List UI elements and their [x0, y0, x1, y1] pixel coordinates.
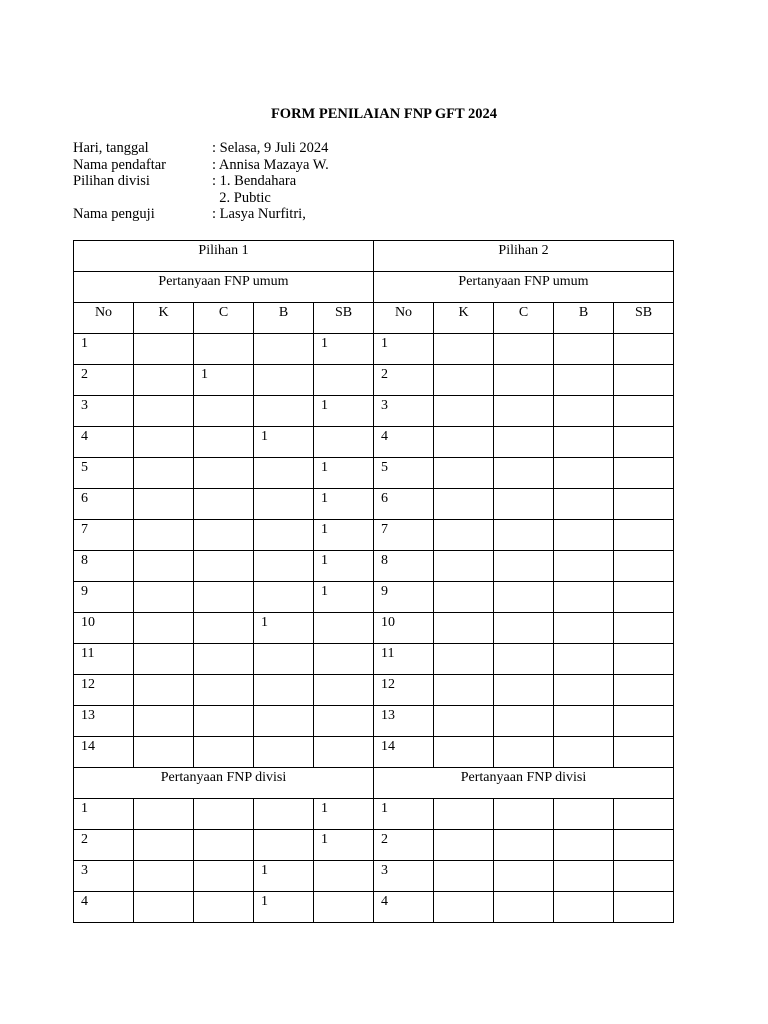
score-cell-c — [494, 892, 554, 923]
score-cell-k — [134, 706, 194, 737]
score-cell-k — [134, 892, 194, 923]
row-number: 5 — [374, 458, 434, 489]
score-cell-k — [434, 830, 494, 861]
score-cell-sb: 1 — [314, 489, 374, 520]
score-cell-sb — [614, 613, 674, 644]
score-cell-sb: 1 — [314, 458, 374, 489]
row-number: 12 — [374, 675, 434, 706]
score-cell-c — [494, 489, 554, 520]
score-cell-k — [434, 613, 494, 644]
score-cell-b — [554, 489, 614, 520]
info-row-examiner — [73, 206, 329, 223]
col-header-k: K — [134, 303, 194, 334]
score-cell-sb — [614, 582, 674, 613]
row-number: 9 — [374, 582, 434, 613]
column-header-row — [74, 303, 674, 334]
table-row — [74, 551, 674, 582]
table-row — [74, 520, 674, 551]
score-cell-c — [494, 799, 554, 830]
score-cell-sb: 1 — [314, 830, 374, 861]
row-number: 10 — [374, 613, 434, 644]
score-cell-k — [434, 644, 494, 675]
examiner-value: : Lasya Nurfitri, — [212, 206, 306, 222]
score-cell-k — [434, 427, 494, 458]
score-cell-sb — [314, 613, 374, 644]
score-cell-c — [194, 644, 254, 675]
row-number: 3 — [74, 861, 134, 892]
row-number: 1 — [74, 799, 134, 830]
row-number: 14 — [74, 737, 134, 768]
score-cell-k — [134, 489, 194, 520]
row-number: 1 — [374, 799, 434, 830]
score-cell-c — [194, 861, 254, 892]
row-number: 12 — [74, 675, 134, 706]
score-cell-b — [254, 706, 314, 737]
score-cell-b: 1 — [254, 427, 314, 458]
row-number: 4 — [74, 427, 134, 458]
score-cell-b — [254, 365, 314, 396]
score-cell-c — [194, 892, 254, 923]
score-cell-b — [254, 675, 314, 706]
score-cell-b — [554, 582, 614, 613]
score-cell-k — [134, 396, 194, 427]
score-cell-c — [494, 458, 554, 489]
score-cell-b — [554, 799, 614, 830]
score-cell-k — [134, 427, 194, 458]
score-cell-c — [494, 365, 554, 396]
info-row-division — [73, 173, 329, 190]
score-cell-k — [434, 861, 494, 892]
score-cell-sb — [614, 396, 674, 427]
table-row — [74, 644, 674, 675]
score-cell-sb — [314, 892, 374, 923]
score-cell-c — [194, 737, 254, 768]
row-number: 8 — [74, 551, 134, 582]
general-section-row — [74, 272, 674, 303]
table-row — [74, 427, 674, 458]
score-cell-c — [494, 737, 554, 768]
division-heading-1: Pertanyaan FNP divisi — [74, 768, 374, 799]
score-cell-k — [134, 613, 194, 644]
score-cell-b — [254, 582, 314, 613]
score-cell-k — [434, 520, 494, 551]
table-row — [74, 706, 674, 737]
score-cell-c — [494, 582, 554, 613]
score-cell-k — [134, 582, 194, 613]
score-cell-k — [434, 582, 494, 613]
row-number: 14 — [374, 737, 434, 768]
score-cell-c — [494, 613, 554, 644]
table-row — [74, 675, 674, 706]
score-cell-b — [554, 675, 614, 706]
score-cell-k — [434, 396, 494, 427]
score-cell-sb — [314, 706, 374, 737]
score-cell-sb — [314, 644, 374, 675]
score-cell-b — [554, 706, 614, 737]
col-header-b: B — [254, 303, 314, 334]
score-cell-c — [494, 520, 554, 551]
score-cell-k — [434, 737, 494, 768]
score-cell-c — [194, 489, 254, 520]
score-cell-c — [194, 706, 254, 737]
score-cell-b — [254, 458, 314, 489]
score-cell-c — [494, 396, 554, 427]
score-cell-c — [194, 458, 254, 489]
row-number: 1 — [74, 334, 134, 365]
assessment-table — [73, 240, 674, 923]
score-cell-c — [494, 830, 554, 861]
score-cell-k — [134, 520, 194, 551]
division-section-row — [74, 768, 674, 799]
examiner-label: Nama penguji — [73, 206, 155, 222]
info-row-division-2 — [73, 190, 329, 207]
choice-1-header: Pilihan 1 — [74, 241, 374, 272]
row-number: 5 — [74, 458, 134, 489]
info-row-name — [73, 157, 329, 174]
score-cell-k — [434, 799, 494, 830]
score-cell-k — [134, 799, 194, 830]
row-number: 2 — [74, 365, 134, 396]
score-cell-sb — [614, 489, 674, 520]
score-cell-sb — [614, 706, 674, 737]
score-cell-c — [194, 799, 254, 830]
table-row — [74, 582, 674, 613]
score-cell-k — [434, 334, 494, 365]
score-cell-sb: 1 — [314, 396, 374, 427]
score-cell-sb — [314, 675, 374, 706]
table-row — [74, 799, 674, 830]
row-number: 8 — [374, 551, 434, 582]
score-cell-c — [494, 334, 554, 365]
division-heading-2: Pertanyaan FNP divisi — [374, 768, 674, 799]
row-number: 1 — [374, 334, 434, 365]
score-cell-sb — [314, 861, 374, 892]
score-cell-b — [254, 737, 314, 768]
row-number: 7 — [74, 520, 134, 551]
row-number: 3 — [374, 396, 434, 427]
table-row — [74, 334, 674, 365]
row-number: 6 — [374, 489, 434, 520]
score-cell-b: 1 — [254, 892, 314, 923]
score-cell-sb: 1 — [314, 334, 374, 365]
score-cell-c — [194, 396, 254, 427]
score-cell-k — [434, 458, 494, 489]
row-number: 2 — [374, 830, 434, 861]
score-cell-b — [554, 396, 614, 427]
score-cell-b — [254, 396, 314, 427]
col-header-sb: SB — [314, 303, 374, 334]
score-cell-sb — [614, 644, 674, 675]
col-header-sb: SB — [614, 303, 674, 334]
name-value: : Annisa Mazaya W. — [212, 156, 329, 173]
row-number: 10 — [74, 613, 134, 644]
score-cell-b — [254, 489, 314, 520]
score-cell-b — [254, 334, 314, 365]
info-row-day — [73, 140, 329, 157]
score-cell-c — [194, 675, 254, 706]
row-number: 11 — [74, 644, 134, 675]
form-title: FORM PENILAIAN FNP GFT 2024 — [270, 106, 498, 122]
table-row — [74, 489, 674, 520]
division-value-1: : 1. Bendahara — [212, 173, 297, 189]
score-cell-c — [494, 551, 554, 582]
col-header-c: C — [494, 303, 554, 334]
score-cell-b — [554, 613, 614, 644]
table-row — [74, 458, 674, 489]
score-cell-c — [194, 613, 254, 644]
row-number: 3 — [374, 861, 434, 892]
score-cell-b — [254, 830, 314, 861]
score-cell-b — [554, 830, 614, 861]
score-cell-b — [554, 551, 614, 582]
score-cell-sb — [614, 551, 674, 582]
score-cell-k — [434, 675, 494, 706]
score-cell-k — [134, 365, 194, 396]
row-number: 2 — [74, 830, 134, 861]
col-header-b: B — [554, 303, 614, 334]
score-cell-sb — [314, 737, 374, 768]
score-cell-b — [554, 644, 614, 675]
score-cell-c — [194, 551, 254, 582]
score-cell-b — [554, 520, 614, 551]
score-cell-k — [134, 551, 194, 582]
score-cell-sb — [614, 334, 674, 365]
division-label: Pilihan divisi — [73, 173, 150, 189]
score-cell-sb — [614, 365, 674, 396]
score-cell-c — [194, 427, 254, 458]
score-cell-b — [254, 520, 314, 551]
score-cell-b — [554, 427, 614, 458]
score-cell-k — [434, 706, 494, 737]
row-number: 13 — [74, 706, 134, 737]
table-row — [74, 613, 674, 644]
score-cell-k — [134, 675, 194, 706]
choice-2-header: Pilihan 2 — [374, 241, 674, 272]
score-cell-sb — [314, 427, 374, 458]
score-cell-b — [554, 365, 614, 396]
score-cell-sb — [614, 799, 674, 830]
score-cell-c: 1 — [194, 365, 254, 396]
score-cell-sb — [614, 520, 674, 551]
score-cell-sb — [614, 427, 674, 458]
score-cell-b — [554, 861, 614, 892]
col-header-no: No — [374, 303, 434, 334]
score-cell-k — [134, 458, 194, 489]
division-value-2: 2. Pubtic — [212, 189, 271, 206]
score-cell-sb — [614, 861, 674, 892]
score-cell-k — [434, 489, 494, 520]
score-cell-c — [494, 427, 554, 458]
table-row — [74, 861, 674, 892]
score-cell-k — [134, 861, 194, 892]
score-cell-b — [554, 737, 614, 768]
table-row — [74, 396, 674, 427]
score-cell-k — [134, 334, 194, 365]
row-number: 6 — [74, 489, 134, 520]
score-cell-b — [554, 334, 614, 365]
score-cell-sb — [614, 892, 674, 923]
score-cell-k — [134, 830, 194, 861]
score-cell-b — [254, 551, 314, 582]
table-row — [74, 737, 674, 768]
score-cell-sb — [614, 737, 674, 768]
score-cell-sb: 1 — [314, 582, 374, 613]
score-cell-b — [254, 799, 314, 830]
row-number: 13 — [374, 706, 434, 737]
score-cell-c — [194, 334, 254, 365]
score-cell-b: 1 — [254, 613, 314, 644]
general-heading-2: Pertanyaan FNP umum — [374, 272, 674, 303]
score-cell-c — [194, 520, 254, 551]
name-label: Nama pendaftar — [73, 156, 166, 173]
row-number: 3 — [74, 396, 134, 427]
score-cell-c — [494, 861, 554, 892]
info-block — [73, 140, 329, 223]
score-cell-sb — [614, 830, 674, 861]
score-cell-b — [254, 644, 314, 675]
score-cell-b — [554, 458, 614, 489]
score-cell-c — [194, 582, 254, 613]
day-label: Hari, tanggal — [73, 140, 149, 156]
score-cell-k — [134, 737, 194, 768]
table-row — [74, 892, 674, 923]
score-cell-c — [494, 706, 554, 737]
table-row — [74, 365, 674, 396]
row-number: 7 — [374, 520, 434, 551]
score-cell-c — [194, 830, 254, 861]
score-cell-sb — [614, 458, 674, 489]
score-cell-b — [554, 892, 614, 923]
day-value: : Selasa, 9 Juli 2024 — [212, 140, 329, 156]
score-cell-k — [434, 551, 494, 582]
score-cell-sb: 1 — [314, 520, 374, 551]
score-cell-sb: 1 — [314, 551, 374, 582]
score-cell-sb: 1 — [314, 799, 374, 830]
score-cell-k — [134, 644, 194, 675]
row-number: 9 — [74, 582, 134, 613]
score-cell-c — [494, 644, 554, 675]
choice-header-row — [74, 241, 674, 272]
row-number: 2 — [374, 365, 434, 396]
row-number: 4 — [374, 427, 434, 458]
score-cell-b: 1 — [254, 861, 314, 892]
score-cell-sb — [314, 365, 374, 396]
row-number: 4 — [74, 892, 134, 923]
table-row — [74, 830, 674, 861]
col-header-c: C — [194, 303, 254, 334]
row-number: 4 — [374, 892, 434, 923]
col-header-k: K — [434, 303, 494, 334]
score-cell-k — [434, 365, 494, 396]
score-cell-sb — [614, 675, 674, 706]
score-cell-c — [494, 675, 554, 706]
row-number: 11 — [374, 644, 434, 675]
score-cell-k — [434, 892, 494, 923]
col-header-no: No — [74, 303, 134, 334]
general-heading-1: Pertanyaan FNP umum — [74, 272, 374, 303]
